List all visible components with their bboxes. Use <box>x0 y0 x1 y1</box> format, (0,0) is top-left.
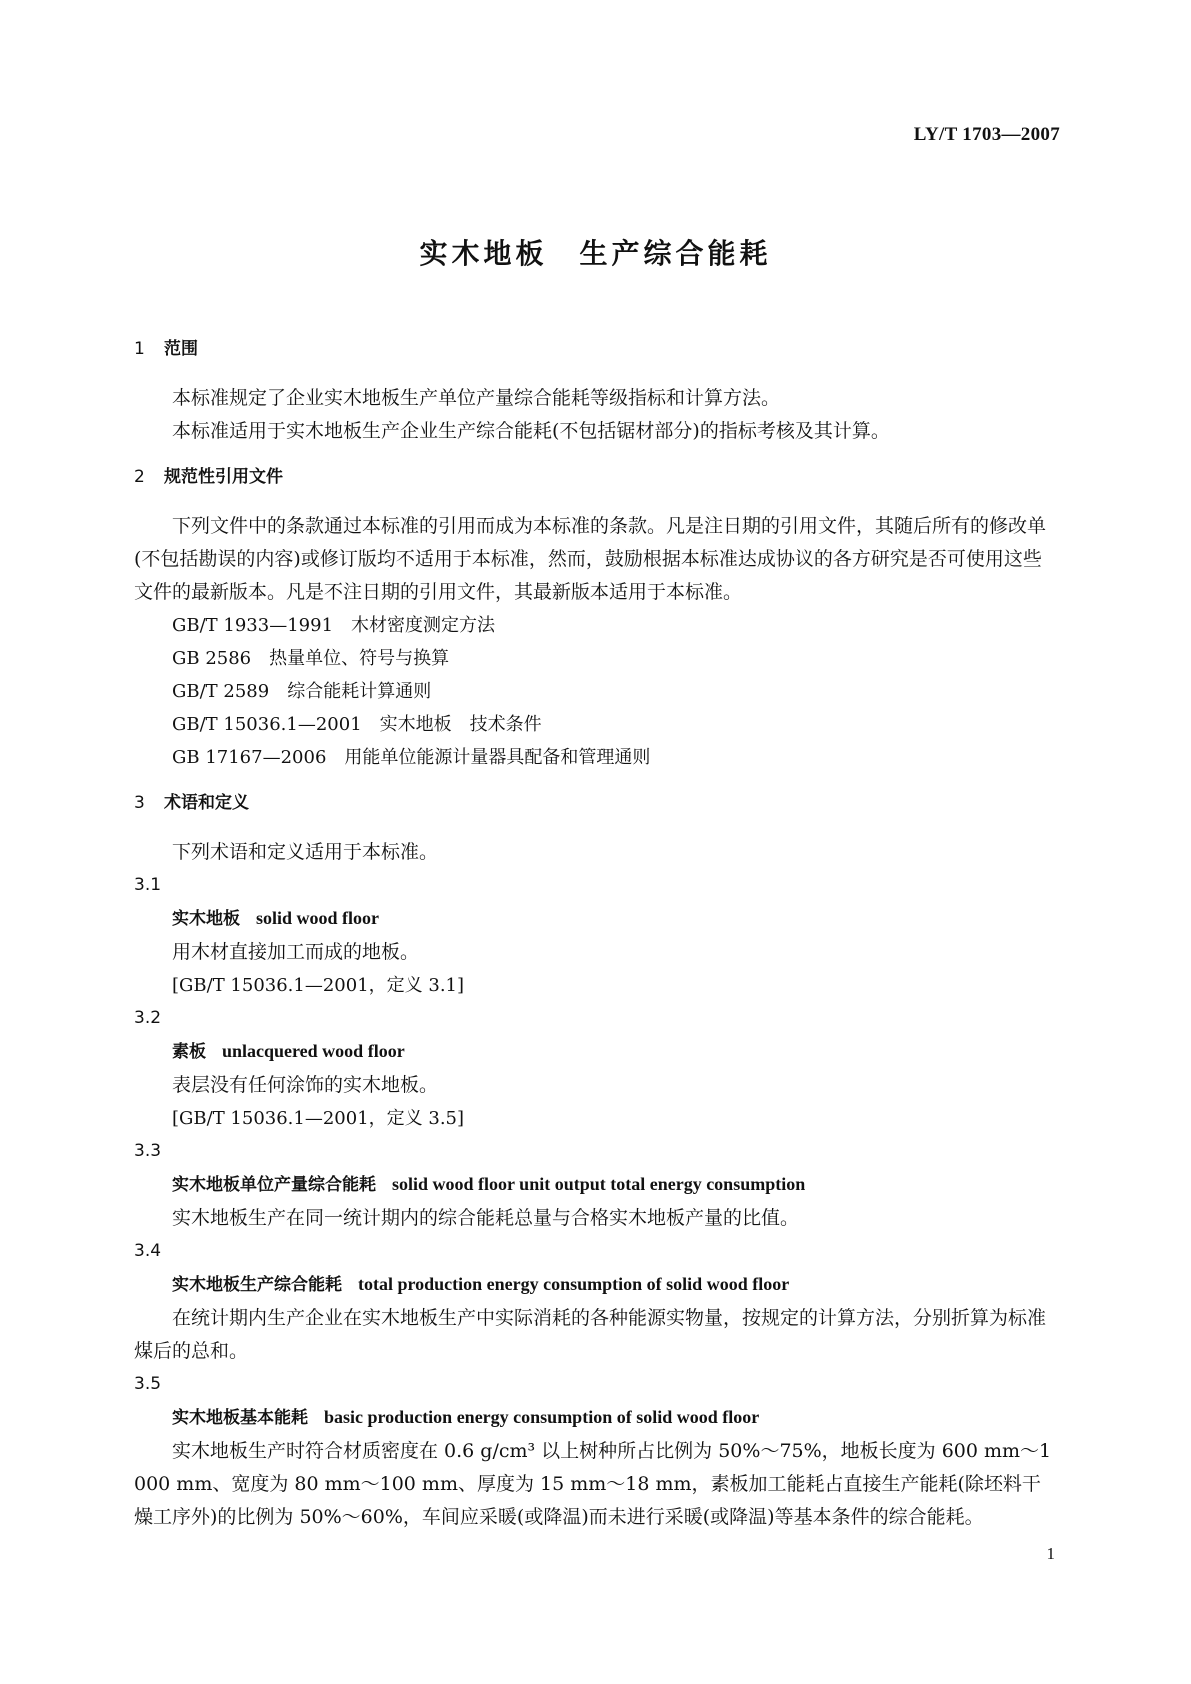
term-number: 3.1 <box>134 875 162 895</box>
term-en: basic production energy consumption of solid wood floor <box>324 1407 760 1427</box>
section-heading-scope <box>134 334 1058 364</box>
term-definition: 实木地板生产时符合材质密度在 0.6 g/cm³ 以上树种所占比例为 50%～75%，地板长度为 600 mm～1 000 mm、宽度为 80 mm～100 mm、厚度为 15 mm～18 mm，素板加工能耗占直接生产能耗(除坯料干燥工序外)的比例为 50%～60%，车间应采暖(或降温)而未进行采暖(或降温)等基本条件的综合能耗。 <box>134 1440 1052 1528</box>
reference-item <box>134 708 1058 741</box>
reference-code: GB/T 15036.1—2001 <box>172 714 362 735</box>
section-title: 术语和定义 <box>164 793 249 813</box>
term-heading <box>134 1268 1058 1302</box>
term-zh: 实木地板基本能耗 <box>172 1408 308 1428</box>
term-en: solid wood floor <box>256 908 380 928</box>
reference-code: GB 17167—2006 <box>172 747 327 768</box>
section-number: 3 <box>134 793 145 813</box>
term-source: [GB/T 15036.1—2001，定义 3.1] <box>172 975 465 996</box>
term-number: 3.4 <box>134 1241 162 1261</box>
term-definition: 表层没有任何涂饰的实木地板。 <box>172 1074 439 1096</box>
term-number: 3.3 <box>134 1141 162 1161</box>
reference-name: 热量单位、符号与换算 <box>269 648 450 669</box>
reference-name: 综合能耗计算通则 <box>287 681 432 702</box>
paragraph: 下列文件中的条款通过本标准的引用而成为本标准的条款。凡是注日期的引用文件，其随后所有的修改单(不包括勘误的内容)或修订版均不适用于本标准，然而，鼓励根据本标准达成协议的各方研究是否可使用这些文件的最新版本。凡是不注日期的引用文件，其最新版本适用于本标准。 <box>134 515 1047 603</box>
term-en: total production energy consumption of solid wood floor <box>358 1274 790 1294</box>
reference-code: GB/T 2589 <box>172 681 270 702</box>
reference-code: GB 2586 <box>172 648 252 669</box>
section-title: 范围 <box>164 339 198 359</box>
standard-code: LY/T 1703—2007 <box>913 124 1060 145</box>
reference-item <box>134 675 1058 708</box>
term-number: 3.2 <box>134 1008 162 1028</box>
term-en: unlacquered wood floor <box>222 1041 405 1061</box>
term-zh: 实木地板单位产量综合能耗 <box>172 1175 376 1195</box>
term-heading <box>134 1401 1058 1435</box>
paragraph: 下列术语和定义适用于本标准。 <box>172 841 439 863</box>
term-definition: 用木材直接加工而成的地板。 <box>172 941 420 963</box>
term-number: 3.5 <box>134 1374 162 1394</box>
term-heading <box>134 1035 1058 1069</box>
reference-code: GB/T 1933—1991 <box>172 615 334 636</box>
reference-item <box>134 609 1058 642</box>
term-source: [GB/T 15036.1—2001，定义 3.5] <box>172 1108 465 1129</box>
reference-name: 实木地板 技术条件 <box>379 714 542 735</box>
page-number: 1 <box>1046 1544 1055 1563</box>
document-body <box>134 334 1058 1534</box>
section-number: 1 <box>134 339 145 359</box>
term-heading <box>134 902 1058 936</box>
reference-item <box>134 642 1058 675</box>
section-heading-normative-references <box>134 462 1058 492</box>
paragraph: 本标准适用于实木地板生产企业生产综合能耗(不包括锯材部分)的指标考核及其计算。 <box>172 420 890 442</box>
term-definition: 实木地板生产在同一统计期内的综合能耗总量与合格实木地板产量的比值。 <box>172 1207 800 1229</box>
reference-name: 木材密度测定方法 <box>351 615 496 636</box>
document-title: 实木地板 生产综合能耗 <box>419 237 772 270</box>
term-zh: 素板 <box>172 1042 206 1062</box>
term-zh: 实木地板 <box>172 909 240 929</box>
section-number: 2 <box>134 467 145 487</box>
term-heading <box>134 1168 1058 1202</box>
term-definition: 在统计期内生产企业在实木地板生产中实际消耗的各种能源实物量，按规定的计算方法，分别折算为标准煤后的总和。 <box>134 1307 1047 1362</box>
reference-item <box>134 741 1058 774</box>
reference-name: 用能单位能源计量器具配备和管理通则 <box>344 747 651 768</box>
section-title: 规范性引用文件 <box>164 467 283 487</box>
term-en: solid wood floor unit output total energy consumption <box>392 1174 806 1194</box>
paragraph: 本标准规定了企业实木地板生产单位产量综合能耗等级指标和计算方法。 <box>172 387 781 409</box>
section-heading-terms-definitions <box>134 788 1058 818</box>
term-zh: 实木地板生产综合能耗 <box>172 1275 342 1295</box>
